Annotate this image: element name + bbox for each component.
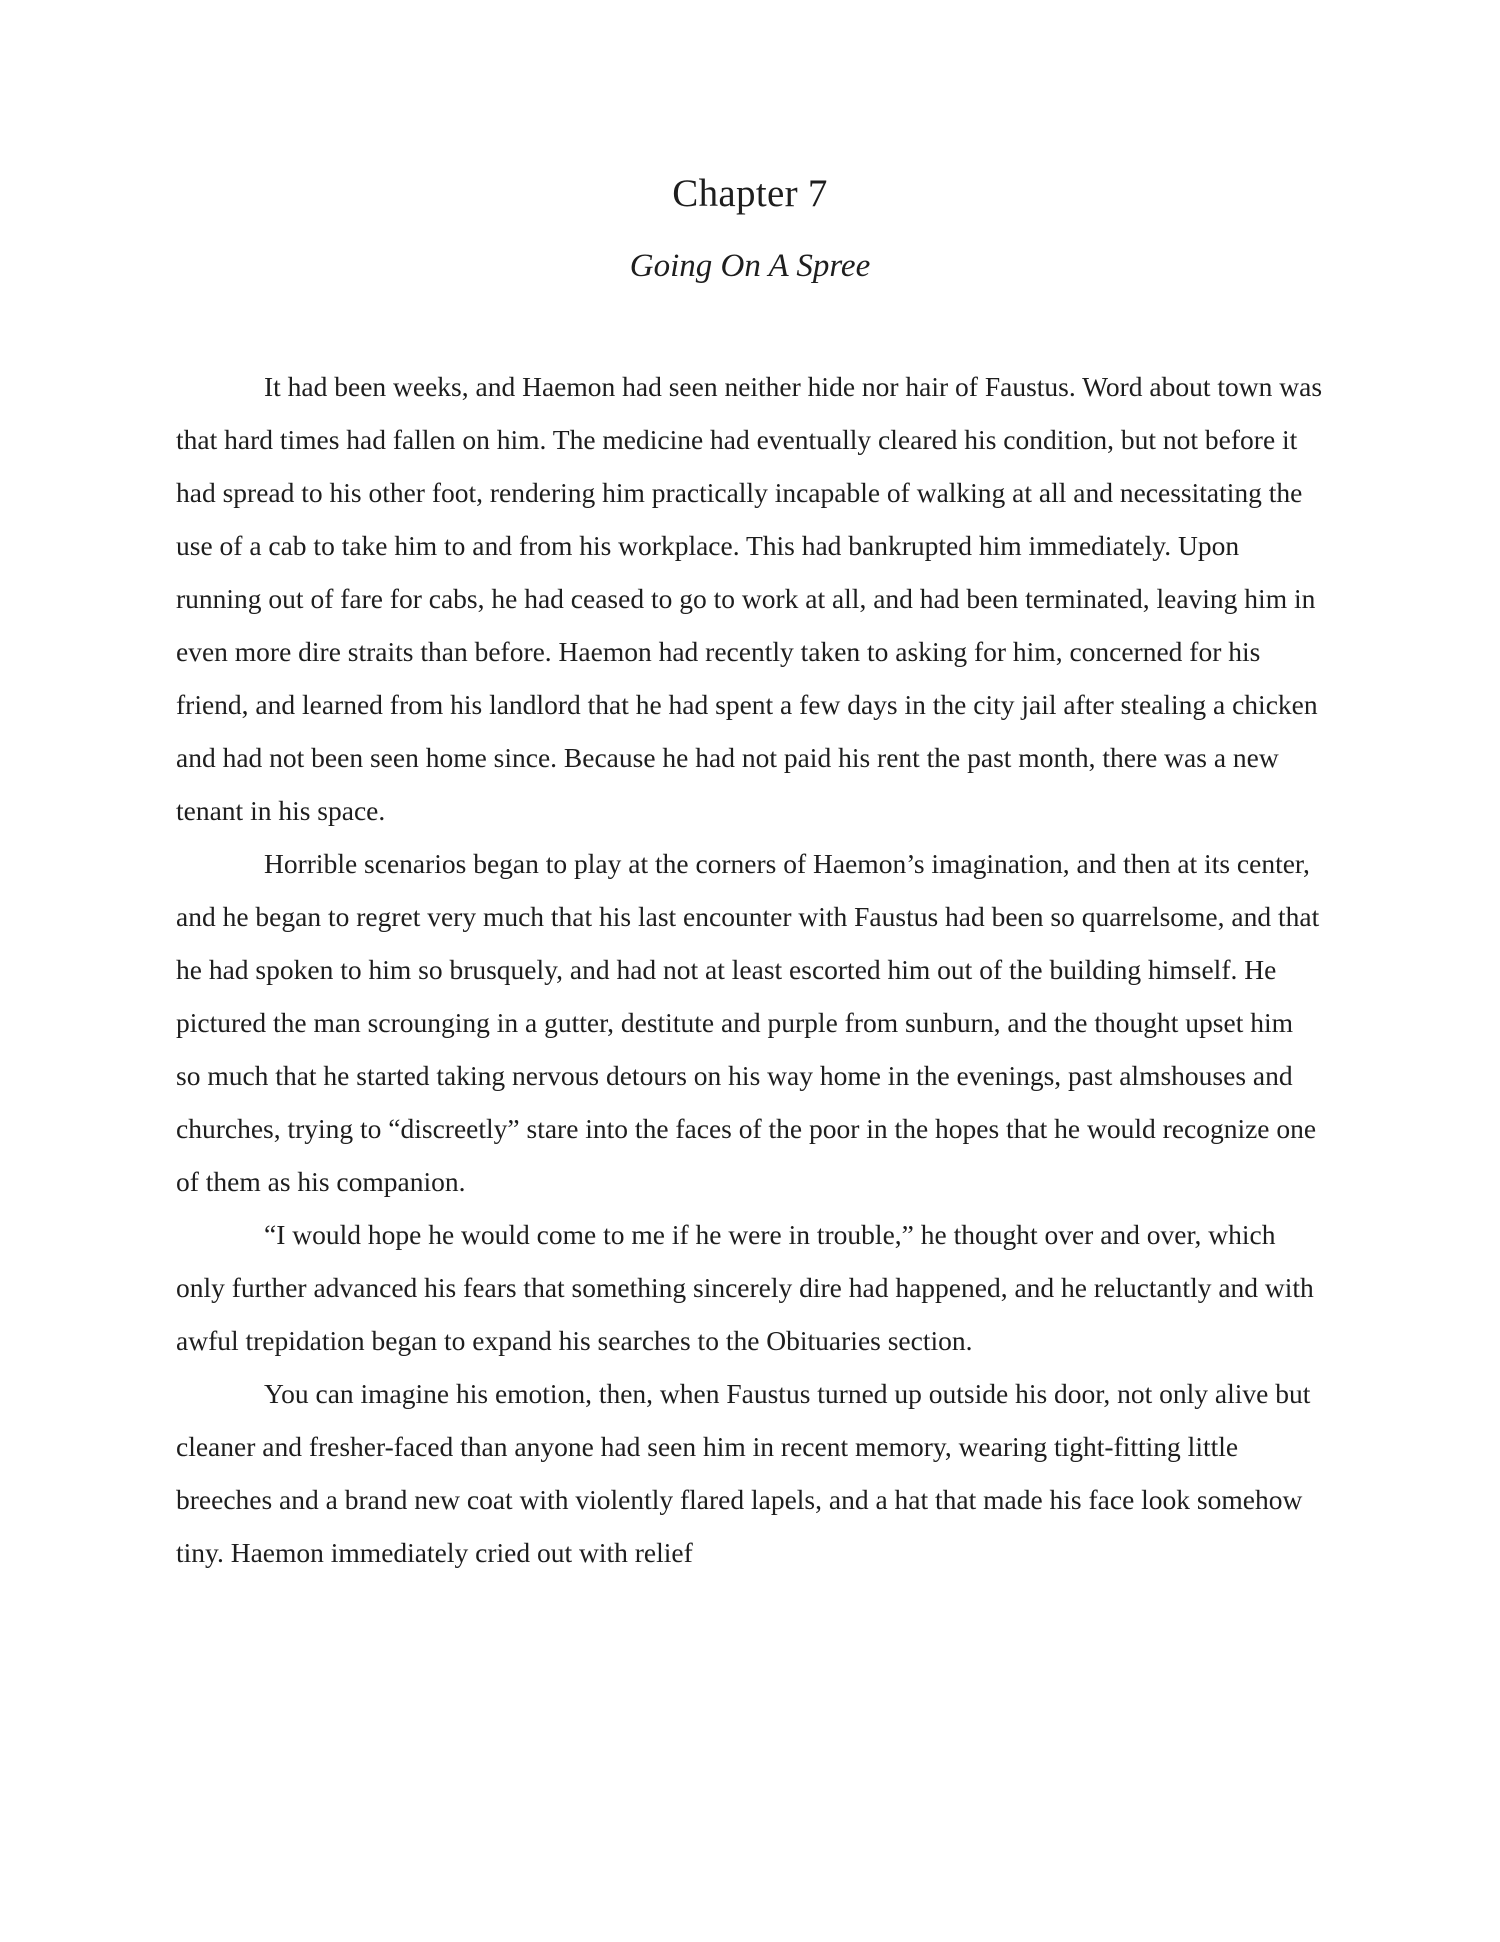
chapter-body xyxy=(176,360,1324,1579)
paragraph: It had been weeks, and Haemon had seen neither hide nor hair of Faustus. Word about town was that hard times had fallen on him. The medicine had eventually cleared his condition, but not before it had spread to his other foot, rendering him practically incapable of walking at all and necessitating the use of a cab to take him to and from his workplace. This had bankrupted him immediately. Upon running out of fare for cabs, he had ceased to go to work at all, and had been terminated, leaving him in even more dire straits than before. Haemon had recently taken to asking for him, concerned for his friend, and learned from his landlord that he had spent a few days in the city jail after stealing a chicken and had not been seen home since. Because he had not paid his rent the past month, there was a new tenant in his space. xyxy=(176,371,1323,826)
paragraph: “I would hope he would come to me if he were in trouble,” he thought over and over, which only further advanced his fears that something sincerely dire had happened, and he reluctantly and with awful trepidation began to expand his searches to the Obituaries section. xyxy=(176,1219,1314,1356)
chapter-subtitle: Going On A Spree xyxy=(629,248,871,284)
chapter-heading: Chapter 7 xyxy=(672,172,828,215)
paragraph: Horrible scenarios began to play at the corners of Haemon’s imagination, and then at its center, and he began to regret very much that his last encounter with Faustus had been so quarrelsome, and that he had spoken to him so brusquely, and had not at least escorted him out of the building himself. He pictured the man scrounging in a gutter, destitute and purple from sunburn, and the thought upset him so much that he started taking nervous detours on his way home in the evenings, past almshouses and churches, trying to “discreetly” stare into the faces of the poor in the hopes that he would recognize one of them as his companion. xyxy=(176,848,1320,1197)
paragraph: You can imagine his emotion, then, when Faustus turned up outside his door, not only alive but cleaner and fresher-faced than anyone had seen him in recent memory, wearing tight-fitting little breeches and a brand new coat with violently flared lapels, and a hat that made his face look somehow tiny. Haemon immediately cried out with relief xyxy=(176,1378,1311,1568)
